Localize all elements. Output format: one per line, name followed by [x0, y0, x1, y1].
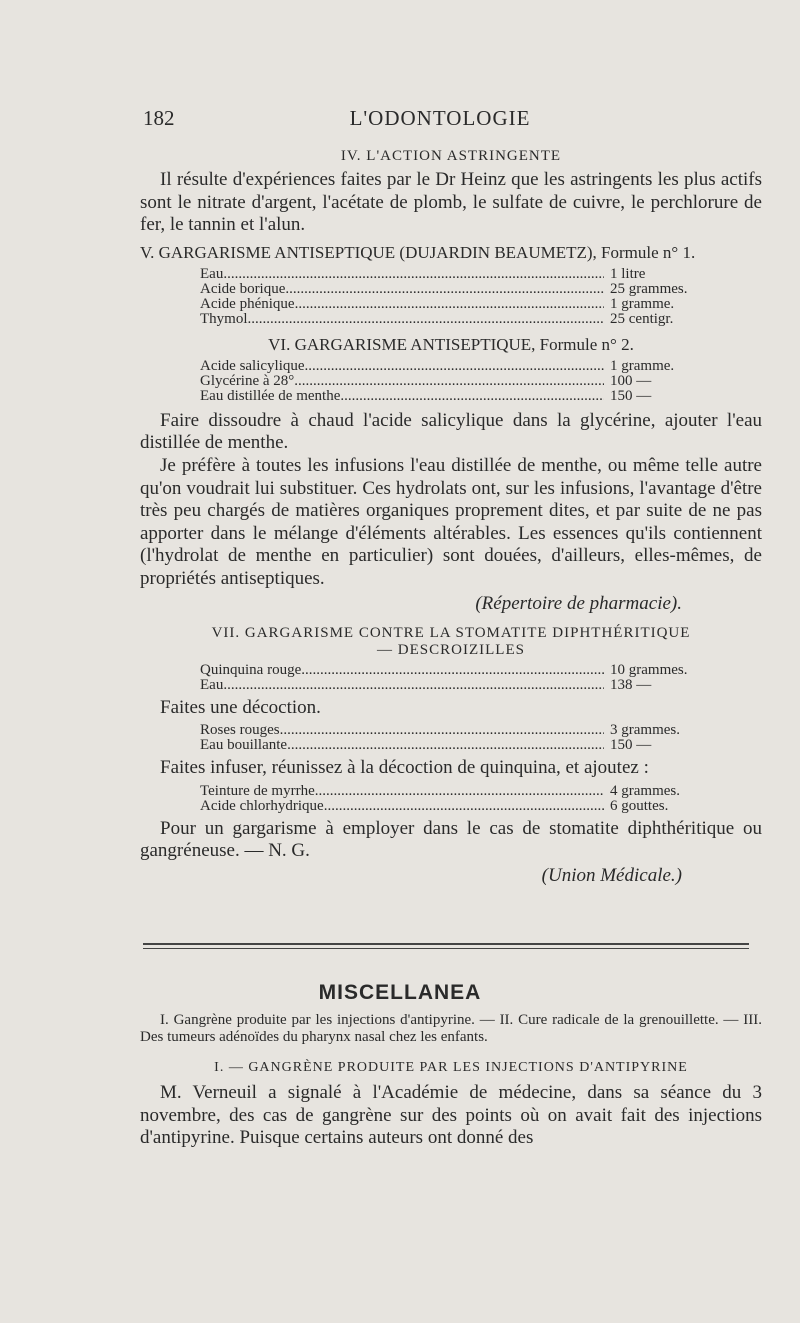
formula-row: Thymol ..... 25 centigr.: [200, 312, 720, 327]
formula-row: Acide phénique ..... 1 gramme.: [200, 297, 720, 312]
formula-row: Eau ..... 138 —: [200, 678, 720, 693]
miscellanea-subheading: I. — GANGRÈNE PRODUITE PAR LES INJECTIONS D'ANTIPYRINE: [214, 1060, 688, 1075]
miscellanea-heading: MISCELLANEA: [318, 981, 482, 1004]
section-7-subtitle: — DESCROIZILLES: [377, 641, 525, 658]
formula-row: Acide chlorhydrique ..... 6 gouttes.: [200, 799, 720, 814]
section-6-paragraph-2: Je préfère à toutes les infusions l'eau distillée de menthe, ou même telle autre qu'on voudrait lui substituer. Ces hydrolats ont, sur les infusions, l'avantage d'être très peu chargés de matières organiques proprement dites, et par suite de ne pas apporter dans le mélange d'éléments altérables. Les essences qu'ils contiennent (l'hydrolat de menthe en particulier) sont douées, d'ailleurs, elles-mêmes, de propriétés antiseptiques.: [140, 454, 762, 589]
section-6-title: VI. GARGARISME ANTISEPTIQUE, Formule n° 2.: [268, 334, 634, 354]
running-title: L'ODONTOLOGIE: [349, 106, 531, 130]
miscellanea-paragraph: M. Verneuil a signalé à l'Académie de médecine, dans sa séance du 3 novembre, des cas de gangrène sur des points où on avait fait des injections d'antipyrine. Puisque certains auteurs ont donné des: [140, 1082, 762, 1149]
formula-2: [200, 359, 720, 404]
running-header: [143, 106, 737, 132]
miscellanea-summary: I. Gangrène produite par les injections d'antipyrine. — II. Cure radicale de la grenouillette. — III. Des tumeurs adénoïdes du pharynx nasal chez les enfants.: [140, 1012, 762, 1045]
divider-rule: [143, 948, 749, 949]
formula-row: Acide borique ..... 25 grammes.: [200, 282, 720, 297]
formula-1: [200, 267, 720, 327]
section-6-paragraph-1: Faire dissoudre à chaud l'acide salicylique dans la glycérine, ajouter l'eau distillée de menthe.: [140, 409, 762, 454]
formula-row: Roses rouges ..... 3 grammes.: [200, 723, 720, 738]
miscellanea-text: [140, 1012, 762, 1150]
section-5-title: V. GARGARISME ANTISEPTIQUE (DUJARDIN BEAUMETZ), Formule n° 1.: [140, 242, 696, 262]
section-7-paragraph-3: Pour un gargarisme à employer dans le cas de stomatite diphthéritique ou gangréneuse. — N. G.: [140, 817, 762, 862]
divider-rule: [143, 943, 749, 945]
section-7-paragraph-1: Faites une décoction.: [160, 696, 321, 718]
formula-row: Teinture de myrrhe ..... 4 grammes.: [200, 784, 720, 799]
formula-3b: [200, 723, 720, 753]
formula-row: Eau distillée de menthe ..... 150 —: [200, 389, 720, 404]
source-citation: (Répertoire de pharmacie).: [475, 592, 682, 614]
formula-row: Acide salicylique ..... 1 gramme.: [200, 359, 720, 374]
section-4-title: IV. L'ACTION ASTRINGENTE: [340, 148, 562, 164]
formula-row: Eau ..... 1 litre: [200, 267, 720, 282]
formula-row: Eau bouillante ..... 150 —: [200, 738, 720, 753]
formula-row: Glycérine à 28° ..... 100 —: [200, 374, 720, 389]
source-citation: (Union Médicale.): [541, 864, 682, 886]
formula-3a: [200, 663, 720, 693]
formula-3c: [200, 784, 720, 814]
formula-row: Quinquina rouge ..... 10 grammes.: [200, 663, 720, 678]
section-4-paragraph: Il résulte d'expériences faites par le Dr Heinz que les astringents les plus actifs sont le nitrate d'argent, l'acétate de plomb, le sulfate de cuivre, le perchlorure de fer, le tannin et l'alun.: [140, 169, 762, 236]
section-7-paragraph-2: Faites infuser, réunissez à la décoction de quinquina, et ajoutez :: [160, 757, 649, 779]
main-text: [140, 148, 762, 889]
section-7-title: VII. GARGARISME CONTRE LA STOMATITE DIPHTHÉRITIQUE: [211, 624, 691, 641]
page-number: 182: [143, 106, 175, 130]
